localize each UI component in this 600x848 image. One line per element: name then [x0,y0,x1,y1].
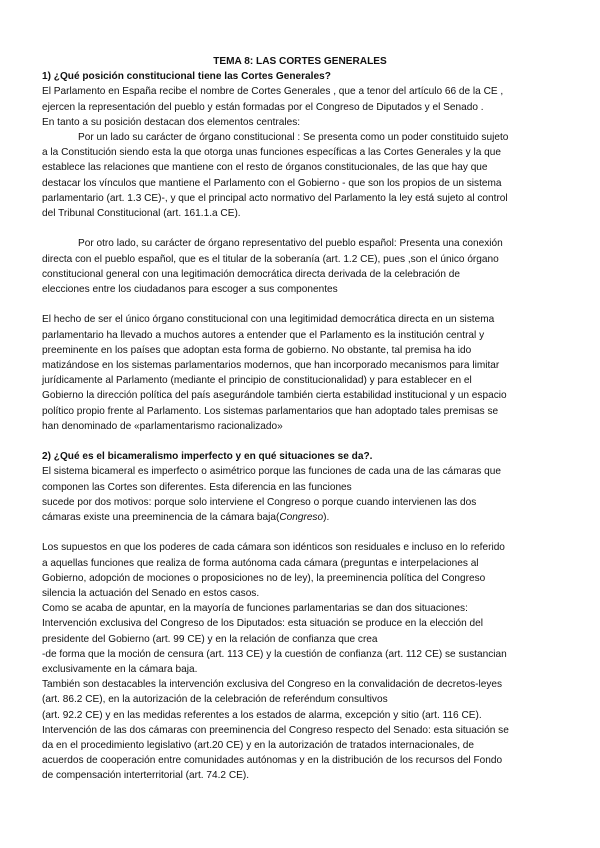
text-line: Gobierno, adopción de mociones o proposiciones no de ley), la preeminencia política del Congreso [42,572,486,584]
text-line: Por un lado su carácter de órgano constitucional : Se presenta como un poder constituido sujeto [78,132,509,144]
text-line: acuerdos de cooperación entre comunidades autónomas y en la distribución de los recursos del Fondo [42,755,503,767]
text-line: jurídicamente al Parlamento (mediante el principio de constitucionalidad) y para establecer en el [42,375,472,387]
text-line: Los supuestos en que los poderes de cada cámara son idénticos son residuales e incluso en lo referido [42,542,505,554]
text-line: Gobierno la dirección política del país asegurándole también cierta estabilidad institucional y un espacio [42,390,507,402]
document-title: TEMA 8: LAS CORTES GENERALES [213,56,387,67]
section-2-paragraph-2 [42,540,558,783]
text-line: silencia la actuación del Senado en estos casos. [42,588,260,600]
text-line: (art. 92.2 CE) y en las medidas referentes a los estados de alarma, excepción y sitio (art. 116 CE). [42,709,482,721]
text-line: Intervención de las dos cámaras con preeminencia del Congreso respecto del Senado: esta situación se [42,724,509,736]
section-2-heading: 2) ¿Qué es el bicameralismo imperfecto y en qué situaciones se da?. [42,451,373,463]
text-line: directa con el pueblo español, que es el titular de la soberanía (art. 1.2 CE), pues ,son el único órgano [42,253,499,265]
document-page [42,54,558,784]
section-1-intro [42,84,558,130]
text-line-with-italic [42,510,558,525]
text-line: da en el procedimiento legislativo (art.20 CE) y en la autorización de tratados internacionales, de [42,740,475,752]
text-line: Intervención exclusiva del Congreso de los Diputados: esta situación se produce en la elección del [42,618,484,630]
section-1-paragraph-3 [42,312,558,434]
section-2-paragraph-1 [42,464,558,525]
text-line: El Parlamento en España recibe el nombre de Cortes Generales , que a tenor del artículo 66 de la CE , [42,86,504,98]
paragraph-gap [42,297,558,312]
text-line: a la Constitución siendo esta la que otorga unas funciones específicas a las Cortes Generales y la que [42,147,501,159]
italic-term: Congreso [279,512,324,524]
section-1-paragraph-1 [42,130,558,221]
text-line: El sistema bicameral es imperfecto o asimétrico porque las funciones de cada una de las cámaras que [42,466,501,478]
text-line: parlamentario (art. 1.3 CE)-, y que el principal acto normativo del Parlamento la ley está sujeto al control [42,192,508,204]
text-line: destacar los vínculos que mantiene el Parlamento con el Gobierno - que son los propios de un sistema [42,177,502,189]
text-line: presidente del Gobierno (art. 99 CE) y en la relación de confianza que crea [42,633,378,645]
text-line: a aquellas funciones que realiza de forma autónoma cada cámara (preguntas e interpelaciones al [42,557,479,569]
section-1-heading: 1) ¿Qué posición constitucional tiene las Cortes Generales? [42,71,331,83]
text-line: establece las relaciones que mantiene con el resto de órganos constitucionales, de las que hay que [42,162,488,174]
text-line: elecciones entre los ciudadanos para escoger a sus componentes [42,284,338,296]
text-line: político propio frente al Parlamento. Los sistemas parlamentarios que han adoptado tales premisas se [42,405,499,417]
text-fragment: ). [323,512,330,524]
paragraph-gap [42,434,558,449]
text-line: de compensación interterritorial (art. 74.2 CE). [42,770,250,782]
paragraph-gap [42,221,558,236]
text-fragment: cámaras existe una preeminencia de la cámara baja( [42,512,280,524]
text-line: (art. 86.2 CE), en la autorización de la celebración de referéndum consultivos [42,694,388,706]
text-line: constitucional general con una legitimación democrática directa derivada de la celebración de [42,268,461,280]
text-line: del Tribunal Constitucional (art. 161.1.a CE). [42,208,241,220]
text-line: matizándose en los sistemas parlamentarios modernos, que han incorporado mecanismos para limitar [42,360,500,372]
text-line: -de forma que la moción de censura (art. 113 CE) y la cuestión de confianza (art. 112 CE) se sustancian [42,648,507,660]
section-1-paragraph-2 [42,236,558,297]
text-line: preeminente en los países que adoptan esta forma de gobierno. No obstante, tal premisa ha ido [42,344,472,356]
paragraph-gap [42,525,558,540]
text-line: han denominado de «parlamentarismo racionalizado» [42,420,283,432]
text-line: parlamentario ha llevado a muchos autores a entender que el Parlamento es la institución central y [42,329,485,341]
text-line: El hecho de ser el único órgano constitucional con una legitimidad democrática directa en un sistema [42,314,495,326]
text-line: Como se acaba de apuntar, en la mayoría de funciones parlamentarias se dan dos situaciones: [42,603,468,615]
text-line: En tanto a su posición destacan dos elementos centrales: [42,116,301,128]
text-line: sucede por dos motivos: porque solo interviene el Congreso o porque cuando intervienen las dos [42,496,477,508]
text-line: También son destacables la intervención exclusiva del Congreso en la convalidación de decretos-leyes [42,679,503,691]
text-line: Por otro lado, su carácter de órgano representativo del pueblo español: Presenta una conexión [78,238,503,250]
text-line: exclusivamente en la cámara baja. [42,664,198,676]
text-line: componen las Cortes son diferentes. Esta diferencia en las funciones [42,481,352,493]
text-line: ejercen la representación del pueblo y están formadas por el Congreso de Diputados y el Senado . [42,101,484,113]
